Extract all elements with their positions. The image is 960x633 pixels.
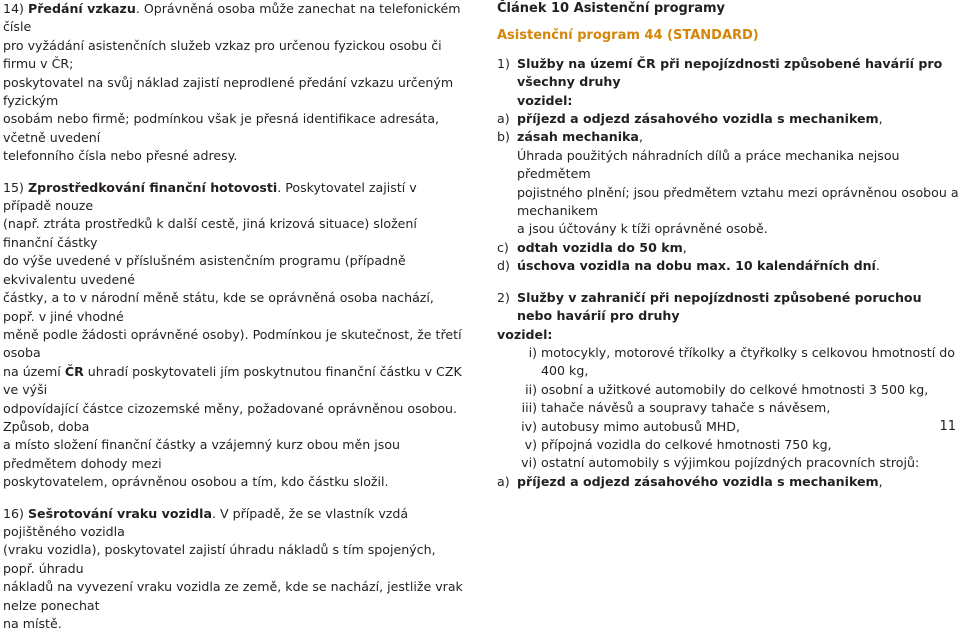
point-title-cont [497,326,959,344]
article-heading: Článek 10 Asistenční programy [497,1,726,16]
list-marker: a) [497,473,510,489]
section-16 [3,505,465,633]
list-item [497,473,959,491]
point-title-text: vozidel: [517,92,573,108]
paragraph-text: . V případě, že se vlastník vzdá pojištěného vozidla [3,505,409,539]
point-number: 1) [497,55,510,71]
paragraph-line: poskytovatelem, oprávněnou osobou a tím, kdo částku složil. [3,474,389,490]
paragraph-line: poskytovatel na svůj náklad zajistí neprodlené předání vzkazu určeným fyzickým [3,74,454,109]
section-15 [3,179,465,492]
left-column [3,0,465,633]
list-item-rest: , [638,129,643,145]
section-number: 14) [3,1,24,16]
paragraph-line [3,505,465,542]
list-marker: b) [497,129,510,145]
list-item-bold: zásah mechanika [517,129,639,145]
paragraph-line: do výše uvedené v příslušném asistenčním programu (případně ekvivalentu uvedené [3,253,406,287]
list-item-bold: příjezd a odjezd zásahového vozidla s mechanikem [517,111,879,127]
country-code: ČR [64,363,84,379]
list-marker: c) [497,239,509,255]
section-title: Předání vzkazu [27,1,136,16]
paragraph-text: na území [3,363,65,379]
point-title [497,289,959,326]
list-marker: d) [497,258,510,274]
list-item [511,344,959,381]
paragraph-text: . Oprávněná osoba může zanechat na telefonickém čísle [3,1,461,35]
point-title-cont [497,92,959,110]
paragraph-line: osobám nebo firmě; podmínkou však je přesná identifikace adresáta, včetně uvedení [3,111,440,145]
paragraph-line: odpovídající částce cizozemské měny, požadované oprávněnou osobou. Způsob, doba [3,400,458,434]
list-marker: v) [524,436,537,452]
detail-line: Úhrada použitých náhradních dílů a práce mechanika nejsou předmětem [517,147,900,182]
section-title: Zprostředkování finanční hotovosti [27,179,278,195]
list-item-bold: odtah vozidla do 50 km [517,239,683,255]
list-item-rest: , [878,111,883,127]
page-number: 11 [939,419,956,434]
list-marker: iv) [521,418,537,434]
list-item [497,257,959,275]
list-marker: vi) [521,455,537,471]
paragraph-line: nákladů na vyvezení vraku vozidla ze země, kde se nachází, jestliže vrak nelze ponechat [3,579,463,613]
paragraph-line: měně podle žádosti oprávněné osoby). Podmínkou je skutečnost, že třetí osoba [3,326,462,361]
paragraph-line: pro vyžádání asistenčních služeb vzkaz pro určenou fyzickou osobu či firmu v ČR; [3,37,442,72]
list-item-text: ostatní automobily s výjimkou pojízdných pracovních strojů: [541,455,920,471]
point-title [497,55,959,92]
point-title-text: Služby na území ČR při nepojízdnosti způsobené havárií pro všechny druhy [517,55,943,90]
point-title-text: Služby v zahraničí při nepojízdnosti způsobené poruchou nebo havárií pro druhy [517,289,922,324]
list-item-bold: úschova vozidla na dobu max. 10 kalendářních dní [517,258,876,274]
section-number: 16) [3,505,24,521]
list-item [497,128,959,146]
list-item [511,454,959,472]
list-item-rest: . [875,258,880,274]
list-marker: iii) [521,400,537,416]
paragraph-line: částky, a to v národní měně státu, kde se oprávněná osoba nachází, popř. v jiné vhodné [3,290,434,324]
list-item-text: tahače návěsů a soupravy tahače s návěsem, [541,400,831,416]
list-item-text: přípojná vozidla do celkové hmotnosti 750 kg, [541,436,832,452]
list-item-rest: , [878,473,883,489]
list-item-text: osobní a užitkové automobily do celkové hmotnosti 3 500 kg, [541,381,929,397]
detail-line: pojistného plnění; jsou předmětem vztahu mezi oprávněnou osobou a mechanikem [517,184,959,219]
detail-line: a jsou účtovány k tíži oprávněné osobě. [517,221,768,237]
program-point-1 [497,55,959,276]
paragraph-line [3,179,465,216]
program-point-2 [497,289,959,491]
list-item [497,110,959,128]
paragraph-line: a místo složení finanční částky a vzájemný kurz obou měn jsou předmětem dohody mezi [3,437,401,471]
paragraph-text: uhradí poskytovateli jím poskytnutou finanční částku v CZK ve výši [3,363,462,398]
section-title: Sešrotování vraku vozidla [27,505,212,521]
paragraph-line: (vraku vozidla), poskytovatel zajistí úhradu nákladů s tím spojených, popř. úhradu [3,542,436,576]
point-title-text: vozidel: [497,326,553,342]
list-item-text: motocykly, motorové tříkolky a čtyřkolky s celkovou hmotností do 400 kg, [541,344,955,379]
list-item [511,418,959,436]
paragraph-text: . Poskytovatel zajistí v případě nouze [3,179,417,214]
list-item-text: autobusy mimo autobusů MHD, [541,418,740,434]
list-item-detail [497,147,959,239]
program-subheading: Asistenční program 44 (STANDARD) [497,28,759,44]
list-item [511,399,959,417]
section-14 [3,0,465,166]
vehicle-type-list [497,344,959,473]
list-item [511,436,959,454]
list-item [497,239,959,257]
right-column [497,0,959,491]
paragraph-line: telefonního čísla nebo přesné adresy. [3,148,238,164]
list-item-bold: příjezd a odjezd zásahového vozidla s mechanikem [517,473,879,489]
paragraph-line: (např. ztráta prostředků k další cestě, jiná krizová situace) složení finanční částky [3,216,417,250]
paragraph-line [3,0,465,37]
paragraph-line [3,363,465,400]
section-number: 15) [3,179,24,195]
list-marker: ii) [525,381,537,397]
point-number: 2) [497,289,510,305]
list-item-rest: , [682,239,687,255]
list-marker: i) [528,344,537,360]
list-marker: a) [497,111,510,127]
paragraph-line: na místě. [3,616,62,631]
list-item [511,381,959,399]
